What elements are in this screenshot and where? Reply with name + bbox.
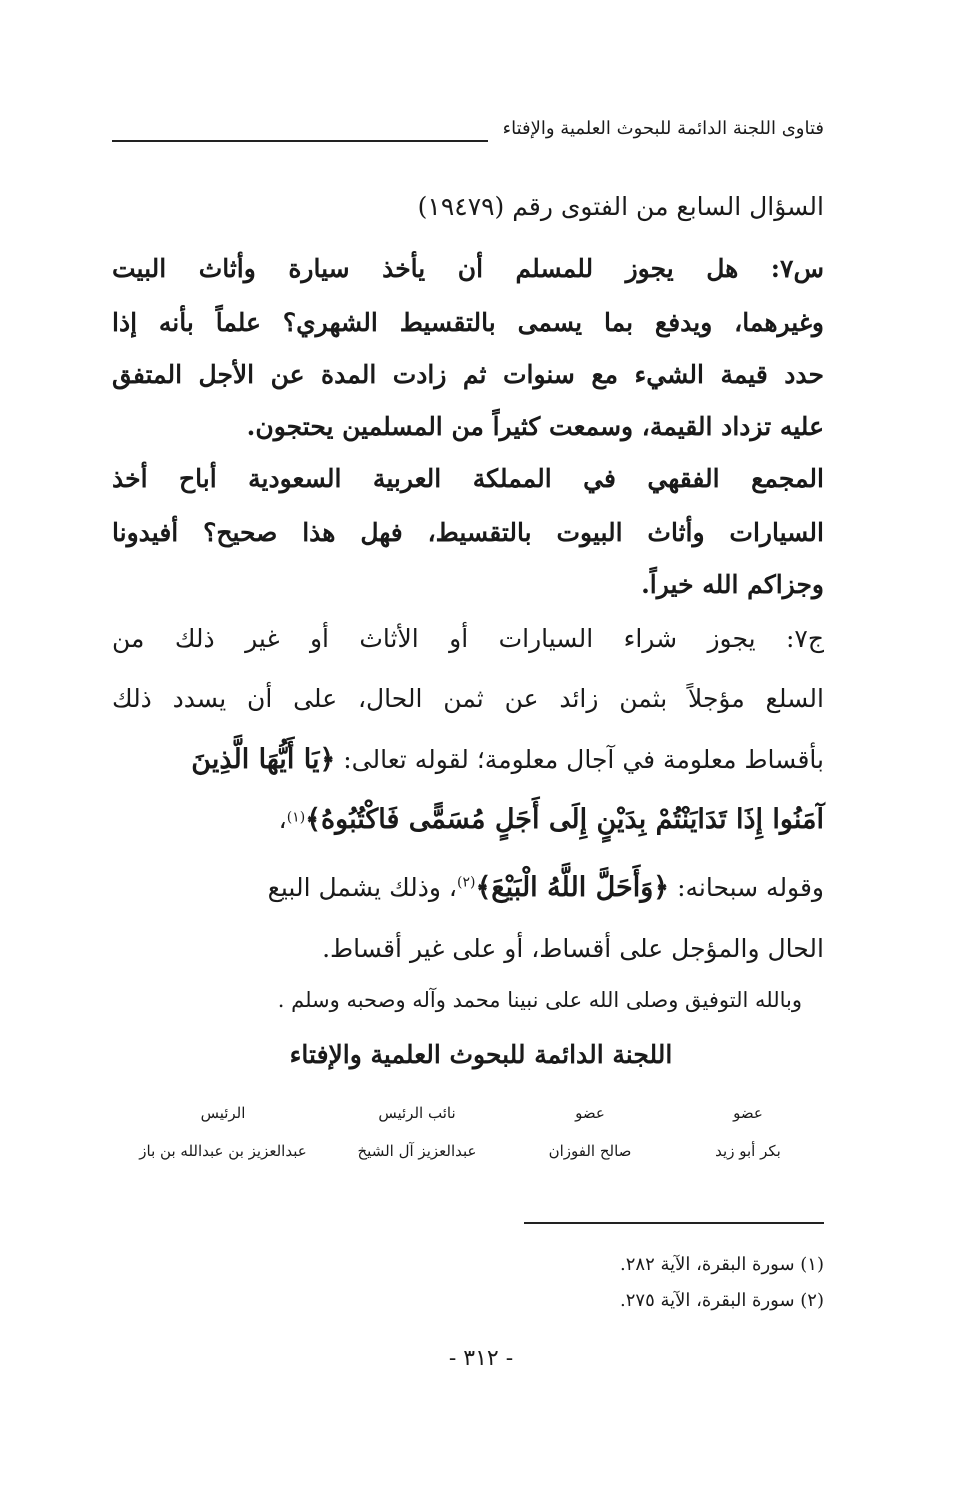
closing-line: وبالله التوفيق وصلى الله على نبينا محمد وآله وصحبه وسلم . [277,988,802,1012]
signatory-name: عبدالعزيز آل الشيخ [357,1142,477,1160]
answer-text-3: بأقساط معلومة في آجال معلومة؛ لقوله تعالى: [343,745,824,774]
signatory-name: بكر أبو زيد [715,1142,781,1160]
signatory-role: عضو [733,1104,763,1122]
signatory-name: عبدالعزيز بن عبدالله بن باز [139,1142,307,1160]
footnote-rule [524,1222,824,1224]
signatory-1 [688,1104,808,1160]
signatory-role: نائب الرئيس [378,1104,456,1122]
running-title: فتاوى اللجنة الدائمة للبحوث العلمية والإفتاء [502,118,824,139]
header-rule [112,140,488,142]
question-line-4: عليه تزداد القيمة، وسمعت كثيراً من المسلمين يحتجون. [246,412,824,441]
quran-verse-1b: آمَنُوا إِذَا تَدَايَنْتُمْ بِدَيْنٍ إِلَى أَجَلٍ مُسَمًّى فَاكْتُبُوهُ﴾ [305,804,824,835]
footnote-ref-2: (٢) [456,874,476,891]
answer-line-3 [112,744,824,775]
signatory-4 [128,1104,318,1160]
signatory-2 [520,1104,660,1160]
signatory-role: عضو [575,1104,605,1122]
question-line-2: وغيرهما، ويدفع بما يسمى بالتقسيط الشهري؟ علماً بأنه إذا [112,308,824,337]
answer-line-6: الحال والمؤجل على أقساط، أو على غير أقساط. [322,934,824,963]
page-number: - ٣١٢ - [448,1346,514,1371]
fatwa-heading: السؤال السابع من الفتوى رقم (١٩٤٧٩) [417,192,824,221]
signatory-name: صالح الفوزان [548,1142,632,1160]
answer-line-5 [112,872,824,903]
quran-verse-1a: ﴿يَا أَيُّهَا الَّذِينَ [191,744,336,775]
question-line-7: وجزاكم الله خيراً. [641,570,824,599]
footnote-1: (١) سورة البقرة، الآية ٢٨٢. [620,1254,824,1275]
question-line-1: س٧: هل يجوز للمسلم أن يأخذ سيارة وأثاث البيت [112,254,824,283]
footnote-2: (٢) سورة البقرة، الآية ٢٧٥. [620,1290,824,1311]
page-header [112,118,824,154]
answer-text-5a: وقوله سبحانه: [677,873,824,902]
answer-line-1: ج٧: يجوز شراء السيارات أو الأثاث أو غير ذلك من [112,624,824,653]
signatory-3 [332,1104,502,1160]
signatory-role: الرئيس [200,1104,246,1122]
question-line-5: المجمع الفقهي في المملكة العربية السعودية أباح أخذ [112,464,824,493]
answer-line-2: السلع مؤجلاً بثمن زائد عن ثمن الحال، على أن يسدد ذلك [112,684,824,713]
answer-line-4: آمَنُوا إِذَا تَدَايَنْتُمْ بِدَيْنٍ إِلَى أَجَلٍ مُسَمًّى فَاكْتُبُوهُ﴾$^{(١)}$، [278,804,824,835]
question-line-3: حدد قيمة الشيء مع سنوات ثم زادت المدة عن الأجل المتفق [112,360,824,389]
committee-title: اللجنة الدائمة للبحوث العلمية والإفتاء [289,1040,673,1069]
answer-text-5b: ، وذلك يشمل البيع [267,873,457,902]
footnote-ref-1: (١) [286,809,306,826]
quran-verse-2: ﴿وَأَحَلَّ اللَّهُ الْبَيْعَ﴾ [475,872,670,903]
question-line-6: السيارات وأثاث البيوت بالتقسيط، فهل هذا صحيح؟ أفيدونا [112,518,824,547]
